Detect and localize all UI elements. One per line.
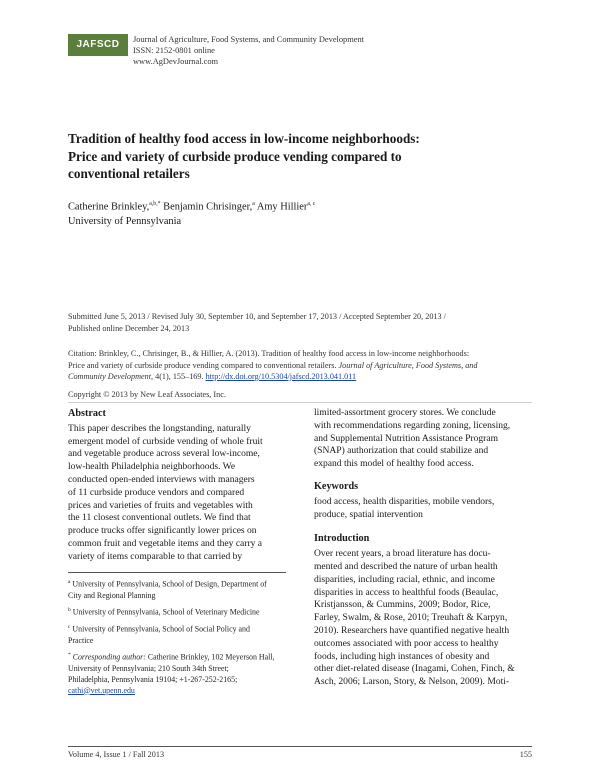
- abstract-continued: [314, 407, 539, 471]
- abstract-line: emergent model of curbside vending of whole fruit: [68, 435, 263, 447]
- footnote-a: $^a$ University of Pennsylvania, School of Design, Department of City and Regional Planning: [68, 579, 267, 600]
- abstract-line: prices and varieties of fruits and vegetables with: [68, 499, 253, 511]
- copyright: Copyright © 2013 by New Leaf Associates, Inc.: [68, 390, 226, 399]
- abstract-section: [68, 408, 293, 564]
- affiliation: University of Pennsylvania: [68, 216, 182, 228]
- right-column: [314, 407, 539, 689]
- abstract-line: conducted open-ended interviews with managers: [68, 473, 255, 485]
- author-list: Catherine Brinkley,$^{a,b,*}$ Benjamin Chrisinger,$^a$ Amy Hillier$^{a, c}$: [68, 201, 316, 213]
- abstract-line: and Supplemental Nutrition Assistance Program: [314, 432, 499, 444]
- divider: [68, 402, 532, 403]
- introduction-heading: Introduction: [314, 533, 370, 545]
- email-link[interactable]: cathi@vet.upenn.edu: [68, 685, 135, 695]
- journal-name: Journal of Agriculture, Food Systems, and Community Development: [133, 35, 364, 44]
- introduction-line: disparities, including racial, ethnic, and income: [314, 573, 495, 585]
- keywords-line: food access, health disparities, mobile vendors,: [314, 495, 495, 507]
- introduction-line: Kristjansson, & Cummins, 2009; Bodor, Rice,: [314, 599, 491, 611]
- journal-issn: ISSN: 2152-0801 online: [133, 46, 215, 55]
- submission-dates: Submitted June 5, 2013 / Revised July 30, September 10, and September 17, 2013 / Accepted September 20, 2013 / Published online December 24, 2013: [68, 312, 446, 333]
- abstract-line: of 11 curbside produce vendors and compared: [68, 486, 245, 498]
- abstract-heading: Abstract: [68, 408, 106, 419]
- introduction-line: Over recent years, a broad literature has docu-: [314, 548, 491, 560]
- citation: Citation: Brinkley, C., Chrisinger, B., & Hillier, A. (2013). Tradition of healthy food access in low-income neighborhoods: Price and variety of curbside produce vending compared to conventional retailers. Journal of Agriculture, Food Systems, and Community Development, 4(1), 155–169. http://dx.doi.org/10.5304/jafscd.2013.041.011: [68, 349, 478, 381]
- abstract-line: expand this model of healthy food access.: [314, 458, 474, 470]
- introduction-line: Farley, Swalm, & Rose, 2010; Treuhaft & Karpyn,: [314, 612, 508, 624]
- introduction-line: disparities in access to healthful foods (Beaulac,: [314, 586, 499, 598]
- introduction-text: [314, 548, 539, 689]
- keywords-heading: Keywords: [314, 480, 359, 492]
- abstract-line: variety of items comparable to that carried by: [68, 550, 243, 562]
- doi-link[interactable]: http://dx.doi.org/10.5304/jafscd.2013.041.011: [205, 372, 357, 381]
- page-number: 155: [519, 750, 532, 759]
- footnote-c: $^c$ University of Pennsylvania, School of Social Policy and Practice: [68, 624, 250, 645]
- authors-block: [68, 197, 315, 229]
- footnote-b: $^b$ University of Pennsylvania, School of Veterinary Medicine: [68, 607, 260, 617]
- abstract-line: with recommendations regarding zoning, licensing,: [314, 419, 511, 431]
- journal-logo-text: JAFSCD: [76, 39, 120, 50]
- introduction-line: mented and described the nature of urban health: [314, 560, 498, 572]
- keywords-line: produce, spatial intervention: [314, 508, 423, 520]
- abstract-line: common fruit and vegetable items and they carry a: [68, 537, 263, 549]
- abstract-line: produce trucks offer significantly lower prices on: [68, 525, 257, 537]
- introduction-line: Asch, 2006; Larson, Story, & Nelson, 2009). Moti-: [314, 676, 510, 688]
- footer-divider: [68, 746, 532, 747]
- journal-website[interactable]: www.AgDevJournal.com: [133, 57, 219, 66]
- article-title: Tradition of healthy food access in low-income neighborhoods: Price and variety of curbside produce vending compared to conventional retailers: [68, 131, 420, 181]
- introduction-line: outcomes associated with poor access to healthy: [314, 637, 499, 649]
- abstract-line: and vegetable produce across several low-income,: [68, 448, 260, 460]
- abstract-line: the 11 closest conventional outlets. We find that: [68, 512, 251, 524]
- abstract-line: limited-assortment grocery stores. We conclude: [314, 407, 496, 418]
- issue-info: Volume 4, Issue 1 / Fall 2013: [68, 750, 165, 759]
- abstract-line: low-health Philadelphia neighborhoods. We: [68, 461, 236, 473]
- footnote-divider: [68, 572, 286, 573]
- introduction-line: 2010). Researchers have quantified negative health: [314, 624, 510, 636]
- introduction-line: other diet-related disease (Inagami, Cohen, Finch, &: [314, 663, 515, 675]
- footnote-corresponding: * Corresponding author: Catherine Brinkley, 102 Meyerson Hall, University of Pennsylvania; 210 South 34th Street; Philadelphia, Pennsylvania 19104; +1-267-252-2165; cathi@vet.upenn.edu: [68, 652, 275, 695]
- journal-logo: [68, 34, 128, 56]
- abstract-text: [68, 423, 293, 564]
- journal-info: [133, 34, 364, 67]
- introduction-line: foods, including high instances of obesity and: [314, 650, 490, 662]
- abstract-line: This paper describes the longstanding, naturally: [68, 422, 251, 434]
- abstract-line: (SNAP) authorization that could stabilize and: [314, 445, 489, 457]
- keywords-text: [314, 496, 539, 522]
